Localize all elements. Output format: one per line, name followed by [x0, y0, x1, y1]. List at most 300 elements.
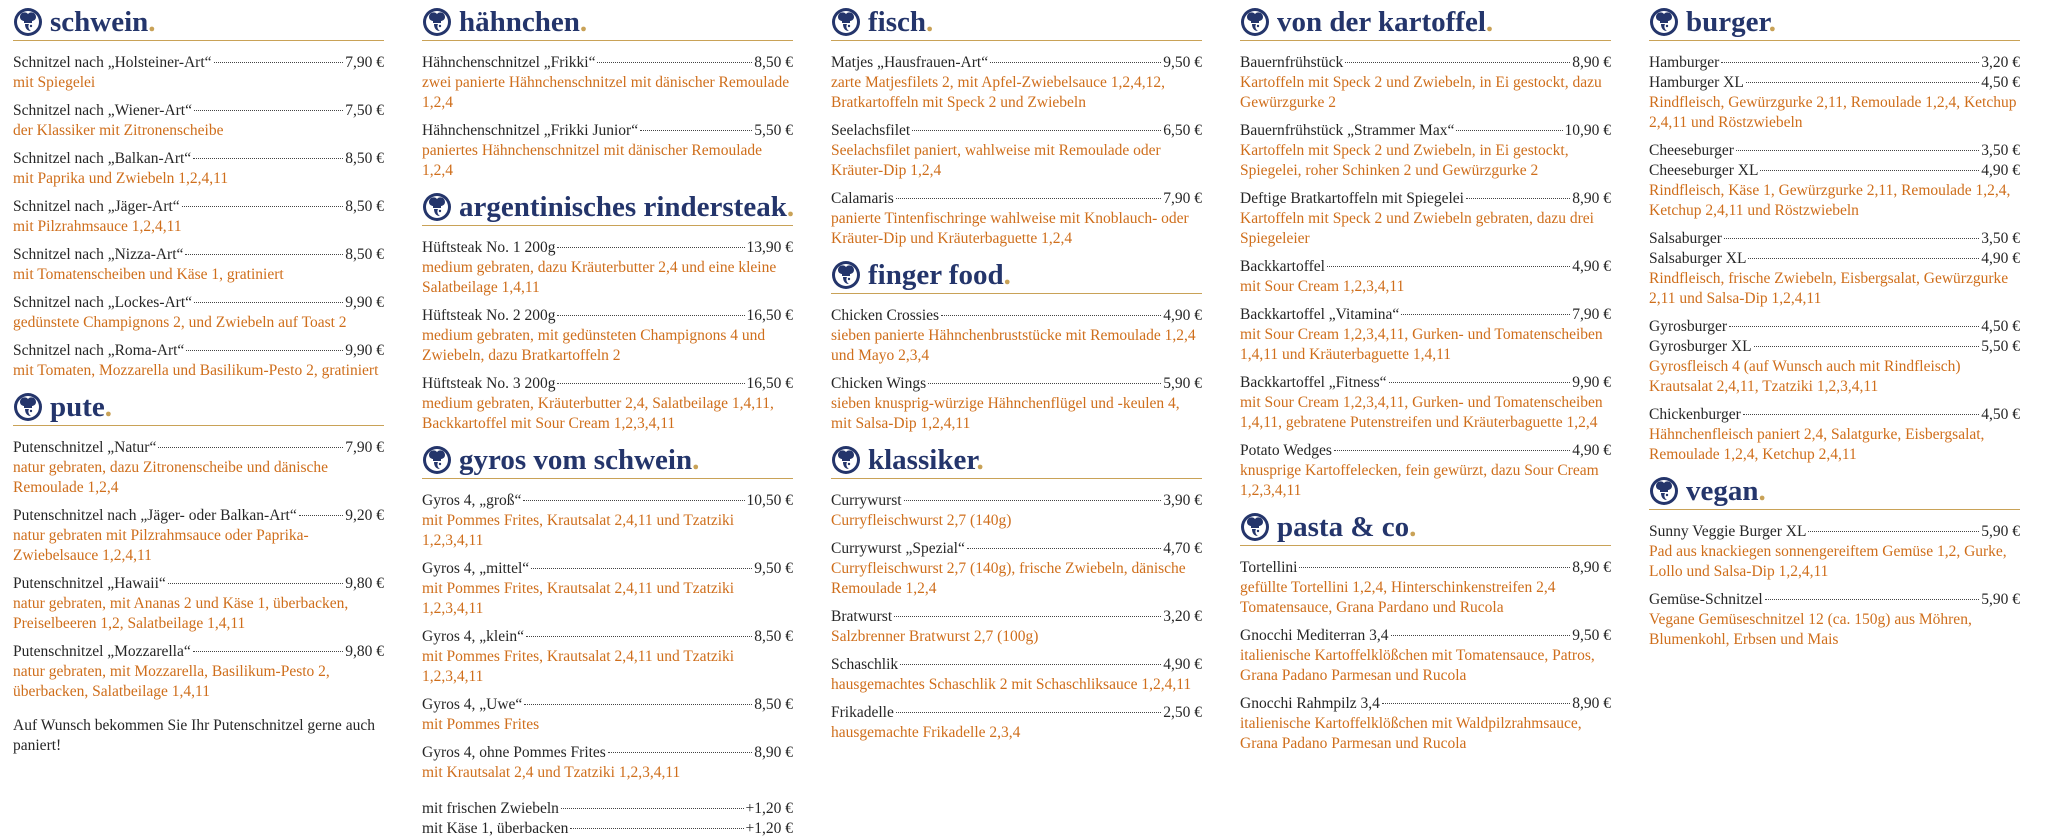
- item-price: 4,50 €: [1981, 74, 2020, 91]
- item-description: Kartoffeln mit Speck 2 und Zwiebeln, in Ei gestockt, Spiegelei, roher Schinken 2 und Gewürzgurke 2: [1240, 142, 1569, 179]
- menu-section: [831, 257, 1202, 434]
- menu-item: [1649, 141, 2020, 221]
- dot-leader: [1299, 567, 1570, 568]
- menu-column: [422, 4, 831, 837]
- item-price: 10,90 €: [1564, 122, 1611, 139]
- item-price: +1,20 €: [745, 820, 793, 837]
- dot-leader: [523, 500, 744, 501]
- item-name: Gnocchi Mediterran 3,4: [1240, 627, 1389, 644]
- item-line: [422, 559, 793, 579]
- section-title-dot: .: [926, 6, 934, 38]
- menu-item: [13, 438, 384, 498]
- menu-item: [831, 189, 1202, 249]
- item-price: 9,90 €: [345, 342, 384, 359]
- item-description: paniertes Hähnchenschnitzel mit dänischer Remoulade 1,2,4: [422, 142, 763, 179]
- section-title-dot: .: [786, 191, 795, 223]
- menu-item: [13, 642, 384, 702]
- item-description: mit Tomaten, Mozzarella und Basilikum-Pesto 2, gratiniert: [13, 362, 379, 379]
- menu-section: [831, 442, 1202, 743]
- item-line: [1649, 405, 2020, 425]
- item-line: [1649, 317, 2020, 337]
- item-price: 8,50 €: [345, 198, 384, 215]
- menu-item: [831, 491, 1202, 531]
- item-name: Hüftsteak No. 3 200g: [422, 375, 556, 392]
- menu-section: [422, 4, 793, 181]
- menu-item: [1240, 53, 1611, 113]
- section-title-text: hähnchen: [459, 6, 580, 38]
- item-name: Bauernfrühstück „Strammer Max“: [1240, 122, 1455, 139]
- item-name: Chicken Crossies: [831, 307, 940, 324]
- section-header: [13, 389, 384, 426]
- section-title-text: von der kartoffel: [1277, 6, 1486, 38]
- item-name: Potato Wedges: [1240, 442, 1332, 459]
- item-line: [831, 655, 1202, 675]
- item-description: Kartoffeln mit Speck 2 und Zwiebeln gebraten, dazu drei Spiegeleier: [1240, 210, 1594, 247]
- item-line: [831, 53, 1202, 73]
- item-price: 5,90 €: [1163, 375, 1202, 392]
- chef-logo-icon: [422, 445, 452, 475]
- item-line: [1240, 626, 1611, 646]
- item-line: [831, 121, 1202, 141]
- menu-extras: [422, 799, 793, 839]
- item-name: Schnitzel nach „Wiener-Art“: [13, 102, 192, 119]
- menu-item: [831, 655, 1202, 695]
- item-line: [13, 53, 384, 73]
- section-title-dot: .: [1003, 259, 1011, 291]
- item-price: 6,50 €: [1163, 122, 1202, 139]
- dot-leader: [990, 62, 1161, 63]
- item-line: [1240, 558, 1611, 578]
- item-price: 4,90 €: [1572, 258, 1611, 275]
- section-title-dot: .: [692, 444, 700, 476]
- dot-leader: [561, 808, 744, 809]
- item-name: Schnitzel nach „Roma-Art“: [13, 342, 185, 359]
- section-title-dot: .: [1485, 6, 1494, 38]
- section-title-text: pute: [50, 391, 105, 423]
- menu-item: [1649, 590, 2020, 650]
- item-name: Schnitzel nach „Holsteiner-Art“: [13, 54, 212, 71]
- section-title-dot: .: [148, 6, 156, 38]
- dot-leader: [1754, 346, 1980, 347]
- item-description: knusprige Kartoffelecken, fein gewürzt, dazu Sour Cream 1,2,3,4,11: [1240, 462, 1599, 499]
- item-description: Kartoffeln mit Speck 2 und Zwiebeln, in Ei gestockt, dazu Gewürzgurke 2: [1240, 74, 1602, 111]
- item-description: Curryfleischwurst 2,7 (140g): [831, 512, 1012, 529]
- item-line: [1649, 161, 2020, 181]
- item-line: [831, 374, 1202, 394]
- extra-line: [422, 799, 793, 819]
- item-price: 9,50 €: [754, 560, 793, 577]
- chef-logo-icon: [1240, 7, 1270, 37]
- item-line: [13, 341, 384, 361]
- item-description: natur gebraten, mit Mozzarella, Basilikum-Pesto 2, überbacken, Salatbeilage 1,4,11: [13, 663, 330, 700]
- item-name: Hüftsteak No. 1 200g: [422, 239, 556, 256]
- item-name: Putenschnitzel „Mozzarella“: [13, 643, 191, 660]
- item-name: Cheeseburger XL: [1649, 162, 1759, 179]
- dot-leader: [158, 447, 343, 448]
- menu-item: [13, 245, 384, 285]
- item-description: mit Sour Cream 1,2,3,4,11, Gurken- und Tomatenscheiben 1,4,11 und Kräuterbaguette 1,4,11: [1240, 326, 1603, 363]
- item-price: 5,50 €: [754, 122, 793, 139]
- item-price: 7,90 €: [345, 54, 384, 71]
- menu-item: [1240, 558, 1611, 618]
- item-name: Gyros 4, „mittel“: [422, 560, 530, 577]
- item-description: Rindfleisch, frische Zwiebeln, Eisbergsalat, Gewürzgurke 2,11 und Salsa-Dip 1,2,4,11: [1649, 270, 2009, 307]
- item-price: 9,20 €: [345, 507, 384, 524]
- section-title: [1686, 4, 1776, 40]
- dot-leader: [531, 568, 752, 569]
- item-name: Currywurst „Spezial“: [831, 540, 965, 557]
- menu-item: [831, 53, 1202, 113]
- item-name: Backkartoffel: [1240, 258, 1325, 275]
- dot-leader: [597, 62, 752, 63]
- item-description: hausgemachte Frikadelle 2,3,4: [831, 724, 1021, 741]
- item-description: panierte Tintenfischringe wahlweise mit Knoblauch- oder Kräuter-Dip und Kräuterbaguette 1,2,4: [831, 210, 1189, 247]
- dot-leader: [1736, 150, 1979, 151]
- section-header: [422, 189, 793, 226]
- item-description: mit Paprika und Zwiebeln 1,2,4,11: [13, 170, 229, 187]
- item-price: 16,50 €: [746, 307, 793, 324]
- item-line: [1240, 257, 1611, 277]
- menu-item: [422, 374, 793, 434]
- section-header: [1240, 509, 1611, 546]
- menu-section: [422, 442, 793, 839]
- item-description: medium gebraten, Kräuterbutter 2,4, Salatbeilage 1,4,11, Backkartoffel mit Sour Cream 1,2,3,4,11: [422, 395, 774, 432]
- menu-item: [1240, 121, 1611, 181]
- item-line: [1240, 189, 1611, 209]
- item-description: mit Krautsalat 2,4 und Tzatziki 1,2,3,4,11: [422, 764, 681, 781]
- item-description: sieben knusprig-würzige Hähnchenflügel und -keulen 4, mit Salsa-Dip 1,2,4,11: [831, 395, 1180, 432]
- item-name: Backkartoffel „Vitamina“: [1240, 306, 1400, 323]
- item-price: 4,50 €: [1981, 406, 2020, 423]
- dot-leader: [896, 712, 1161, 713]
- menu-item: [422, 559, 793, 619]
- section-title-dot: .: [1409, 511, 1417, 543]
- item-line: [13, 245, 384, 265]
- menu-item: [831, 121, 1202, 181]
- dot-leader: [894, 616, 1161, 617]
- chef-logo-icon: [831, 260, 861, 290]
- menu-section: [1649, 4, 2020, 465]
- item-name: Backkartoffel „Fitness“: [1240, 374, 1387, 391]
- item-price: 4,90 €: [1981, 250, 2020, 267]
- menu-item: [1240, 257, 1611, 297]
- menu-item: [422, 491, 793, 551]
- dot-leader: [1724, 238, 1979, 239]
- item-line: [1649, 249, 2020, 269]
- item-name: Gnocchi Rahmpilz 3,4: [1240, 695, 1380, 712]
- item-price: 8,50 €: [754, 696, 793, 713]
- dot-leader: [194, 302, 343, 303]
- item-line: [13, 574, 384, 594]
- section-title: [459, 442, 699, 478]
- dot-leader: [193, 651, 344, 652]
- item-name: Frikadelle: [831, 704, 894, 721]
- item-price: 8,90 €: [1572, 695, 1611, 712]
- menu-item: [422, 238, 793, 298]
- item-description: mit Pommes Frites: [422, 716, 540, 733]
- item-line: [831, 607, 1202, 627]
- item-line: [422, 306, 793, 326]
- menu-item: [13, 101, 384, 141]
- item-name: Hähnchenschnitzel „Frikki Junior“: [422, 122, 639, 139]
- chef-logo-icon: [13, 7, 43, 37]
- item-description: Rindfleisch, Gewürzgurke 2,11, Remoulade 1,2,4, Ketchup 2,4,11 und Röstzwiebeln: [1649, 94, 2017, 131]
- menu-item: [1240, 373, 1611, 433]
- menu-item: [13, 53, 384, 93]
- menu-item: [422, 627, 793, 687]
- dot-leader: [1721, 62, 1979, 63]
- dot-leader: [1334, 450, 1570, 451]
- item-line: [13, 293, 384, 313]
- chef-logo-icon: [831, 445, 861, 475]
- dot-leader: [1760, 170, 1979, 171]
- item-name: Hähnchenschnitzel „Frikki“: [422, 54, 596, 71]
- section-title: [1277, 4, 1493, 40]
- menu-item: [422, 53, 793, 113]
- dot-leader: [186, 350, 343, 351]
- item-price: 4,90 €: [1981, 162, 2020, 179]
- item-description: Salzbrenner Bratwurst 2,7 (100g): [831, 628, 1039, 645]
- item-line: [1240, 441, 1611, 461]
- menu-item: [831, 703, 1202, 743]
- item-line: [831, 306, 1202, 326]
- item-line: [1240, 121, 1611, 141]
- dot-leader: [1808, 531, 1979, 532]
- section-title: [1686, 473, 1766, 509]
- item-description: zwei panierte Hähnchenschnitzel mit dänischer Remoulade 1,2,4: [422, 74, 790, 111]
- dot-leader: [557, 315, 744, 316]
- item-description: der Klassiker mit Zitronenscheibe: [13, 122, 224, 139]
- item-line: [13, 101, 384, 121]
- section-title-dot: .: [104, 391, 113, 423]
- item-name: Hamburger: [1649, 54, 1720, 71]
- item-line: [1649, 229, 2020, 249]
- item-name: mit Käse 1, überbacken: [422, 820, 569, 837]
- dot-leader: [1765, 599, 1980, 600]
- menu-item: [831, 539, 1202, 599]
- section-title-text: pasta & co: [1277, 511, 1410, 543]
- menu-item: [1649, 53, 2020, 133]
- item-description: mit Spiegelei: [13, 74, 96, 91]
- menu-item: [422, 306, 793, 366]
- dot-leader: [557, 383, 744, 384]
- menu-item: [13, 149, 384, 189]
- item-price: 13,90 €: [746, 239, 793, 256]
- section-header: [13, 4, 384, 41]
- section-header: [831, 257, 1202, 294]
- menu-column: [831, 4, 1240, 819]
- section-header: [831, 4, 1202, 41]
- item-price: 4,70 €: [1163, 540, 1202, 557]
- dot-leader: [608, 752, 752, 753]
- item-line: [13, 149, 384, 169]
- item-description: medium gebraten, dazu Kräuterbutter 2,4 und eine kleine Salatbeilage 1,4,11: [422, 259, 777, 296]
- item-price: 3,50 €: [1981, 230, 2020, 247]
- item-name: Sunny Veggie Burger XL: [1649, 523, 1807, 540]
- menu-item: [1240, 305, 1611, 365]
- menu-section: [1649, 473, 2020, 650]
- item-price: 4,90 €: [1163, 656, 1202, 673]
- item-description: natur gebraten, mit Ananas 2 und Käse 1, überbacken, Preiselbeeren 1,2, Salatbeilage 1,4,11: [13, 595, 349, 632]
- item-name: Gyros 4, „Uwe“: [422, 696, 523, 713]
- item-line: [13, 438, 384, 458]
- item-description: mit Pommes Frites, Krautsalat 2,4,11 und Tzatziki 1,2,3,4,11: [422, 648, 735, 685]
- dot-leader: [1382, 703, 1570, 704]
- item-line: [831, 703, 1202, 723]
- menu-item: [13, 341, 384, 381]
- section-title-text: klassiker: [868, 444, 977, 476]
- item-name: Currywurst: [831, 492, 902, 509]
- section-title: [50, 389, 112, 425]
- item-description: mit Pommes Frites, Krautsalat 2,4,11 und Tzatziki 1,2,3,4,11: [422, 512, 735, 549]
- menu-item: [13, 293, 384, 333]
- item-name: Gyrosburger: [1649, 318, 1728, 335]
- section-title-text: gyros vom schwein: [459, 444, 693, 476]
- item-description: Hähnchenfleisch paniert 2,4, Salatgurke, Eisbergsalat, Remoulade 1,2,4, Ketchup 2,4,11: [1649, 426, 1985, 463]
- dot-leader: [941, 315, 1161, 316]
- item-line: [1649, 522, 2020, 542]
- item-description: mit Tomatenscheiben und Käse 1, gratiniert: [13, 266, 284, 283]
- dot-leader: [193, 158, 343, 159]
- menu-section: [422, 189, 793, 434]
- menu-item: [831, 306, 1202, 366]
- menu-item: [1240, 694, 1611, 754]
- item-description: mit Sour Cream 1,2,3,4,11: [1240, 278, 1405, 295]
- section-title-text: finger food: [868, 259, 1004, 291]
- dot-leader: [168, 583, 343, 584]
- item-line: [422, 491, 793, 511]
- dot-leader: [524, 704, 752, 705]
- item-name: Gyros 4, „klein“: [422, 628, 525, 645]
- dot-leader: [900, 664, 1161, 665]
- menu-item: [13, 574, 384, 634]
- item-description: gefüllte Tortellini 1,2,4, Hinterschinkenstreifen 2,4 Tomatensauce, Grana Pardano und Rucola: [1240, 579, 1556, 616]
- dot-leader: [912, 130, 1161, 131]
- item-price: 9,50 €: [1163, 54, 1202, 71]
- item-description: mit Sour Cream 1,2,3,4,11, Gurken- und Tomatenscheiben 1,4,11, gebratene Putenstreifen und Kräuterbaguette 1,2,4: [1240, 394, 1603, 431]
- item-price: 3,50 €: [1981, 142, 2020, 159]
- chef-logo-icon: [831, 7, 861, 37]
- chef-logo-icon: [1240, 512, 1270, 542]
- item-name: Gemüse-Schnitzel: [1649, 591, 1763, 608]
- item-description: Seelachsfilet paniert, wahlweise mit Remoulade oder Kräuter-Dip 1,2,4: [831, 142, 1161, 179]
- item-price: 8,50 €: [345, 246, 384, 263]
- item-line: [831, 539, 1202, 559]
- dot-leader: [557, 247, 744, 248]
- section-title: [868, 442, 984, 478]
- section-title: [50, 4, 156, 40]
- item-name: Bratwurst: [831, 608, 893, 625]
- dot-leader: [299, 515, 344, 516]
- menu-section: [1240, 4, 1611, 501]
- section-title-text: burger: [1686, 6, 1769, 38]
- item-line: [422, 53, 793, 73]
- dot-leader: [1746, 82, 1979, 83]
- menu-column: [1240, 4, 1649, 819]
- item-price: 7,50 €: [345, 102, 384, 119]
- item-price: 8,90 €: [1572, 190, 1611, 207]
- section-title-text: schwein: [50, 6, 149, 38]
- dot-leader: [1729, 326, 1979, 327]
- item-line: [13, 642, 384, 662]
- section-title-dot: .: [1768, 6, 1776, 38]
- section-title-text: argentinisches rindersteak: [459, 191, 787, 223]
- dot-leader: [526, 636, 752, 637]
- item-line: [13, 506, 384, 526]
- item-price: 5,50 €: [1981, 338, 2020, 355]
- menu-item: [422, 695, 793, 735]
- item-line: [422, 121, 793, 141]
- item-price: 8,90 €: [1572, 54, 1611, 71]
- item-price: 3,20 €: [1163, 608, 1202, 625]
- item-price: 7,90 €: [1163, 190, 1202, 207]
- menu-item: [13, 197, 384, 237]
- section-header: [422, 442, 793, 479]
- item-description: zarte Matjesfilets 2, mit Apfel-Zwiebelsauce 1,2,4,12, Bratkartoffeln mit Speck 2 und Zwiebeln: [831, 74, 1166, 111]
- section-title-dot: .: [579, 6, 588, 38]
- section-title: [459, 189, 794, 225]
- item-price: 16,50 €: [746, 375, 793, 392]
- item-description: sieben panierte Hähnchenbruststücke mit Remoulade 1,2,4 und Mayo 2,3,4: [831, 327, 1196, 364]
- item-price: 5,90 €: [1981, 523, 2020, 540]
- section-title-text: fisch: [868, 6, 926, 38]
- item-price: 8,50 €: [754, 54, 793, 71]
- section-title-dot: .: [976, 444, 984, 476]
- menu-item: [831, 374, 1202, 434]
- menu-section: [13, 4, 384, 381]
- item-line: [1240, 53, 1611, 73]
- menu-item: [13, 506, 384, 566]
- item-line: [1649, 73, 2020, 93]
- item-line: [1649, 141, 2020, 161]
- section-title: [868, 257, 1011, 293]
- item-description: Curryfleischwurst 2,7 (140g), frische Zwiebeln, dänische Remoulade 1,2,4: [831, 560, 1186, 597]
- dot-leader: [928, 383, 1161, 384]
- dot-leader: [1743, 414, 1979, 415]
- section-title-text: vegan: [1686, 475, 1759, 507]
- item-name: Bauernfrühstück: [1240, 54, 1344, 71]
- menu-item: [422, 743, 793, 783]
- menu-column: [13, 4, 422, 819]
- menu-item: [1240, 626, 1611, 686]
- menu-item: [1649, 229, 2020, 309]
- dot-leader: [1456, 130, 1562, 131]
- item-name: Calamaris: [831, 190, 894, 207]
- item-price: 7,90 €: [1572, 306, 1611, 323]
- section-header: [831, 442, 1202, 479]
- item-price: 4,50 €: [1981, 318, 2020, 335]
- extra-line: [422, 819, 793, 839]
- chef-logo-icon: [1649, 7, 1679, 37]
- item-description: mit Pilzrahmsauce 1,2,4,11: [13, 218, 182, 235]
- item-description: medium gebraten, mit gedünsteten Champignons 4 und Zwiebeln, dazu Bratkartoffeln 2: [422, 327, 766, 364]
- menu-section: [831, 4, 1202, 249]
- item-line: [1649, 53, 2020, 73]
- item-price: 3,20 €: [1981, 54, 2020, 71]
- item-price: 10,50 €: [746, 492, 793, 509]
- item-name: Putenschnitzel „Natur“: [13, 439, 157, 456]
- dot-leader: [1748, 258, 1979, 259]
- item-price: 3,90 €: [1163, 492, 1202, 509]
- item-name: Gyrosburger XL: [1649, 338, 1752, 355]
- section-title: [459, 4, 587, 40]
- dot-leader: [194, 110, 343, 111]
- item-name: Matjes „Hausfrauen-Art“: [831, 54, 989, 71]
- item-price: 9,50 €: [1572, 627, 1611, 644]
- item-name: Cheeseburger: [1649, 142, 1734, 159]
- item-name: Putenschnitzel nach „Jäger- oder Balkan-Art“: [13, 507, 297, 524]
- dot-leader: [1389, 382, 1571, 383]
